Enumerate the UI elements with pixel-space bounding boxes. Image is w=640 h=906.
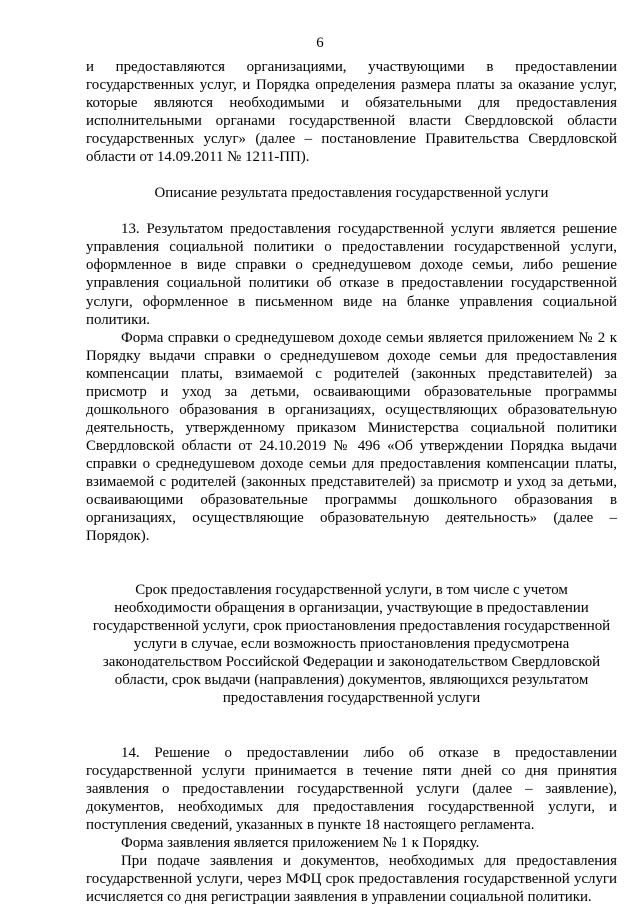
paragraph-application-form: Форма заявления является приложением № 1 к Порядку. (121, 834, 480, 851)
intro-paragraph: и предоставляются организациями, участвующими в предоставлении государственных услуг, и Порядка определения размера платы за оказание услуг, которые являются необходимыми и обязательными для предоставления исполнительными органами государственной власти Свердловской области государственных услуг» (далее – постановление Правительства Свердловской области от 14.09.2011 № 1211-ПП). (86, 59, 617, 166)
paragraph-13: 13. Результатом предоставления государственной услуги является решение управления социальной политики о предоставлении государственной услуги, оформленное в виде справки о среднедушевом доходе семьи, либо решение управления социальной политики об отказе в предоставлении государственной услуги, оформленное в письменном виде на бланке управления социальной политики. (86, 221, 617, 328)
page-number: 6 (316, 35, 324, 51)
document-body (86, 58, 617, 906)
section-heading-term: Срок предоставления государственной услуги, в том числе с учетом необходимости обращения в организации, участвующие в предоставлении государственной услуги, срок приостановления предоставления государственной услуги в случае, если возможность приостановления предусмотрена законодательством Российской Федерации и законодательством Свердловской области, срок выдачи (направления) документов, являющихся результатом предоставления государственной услуги (92, 582, 611, 707)
section-heading-result: Описание результата предоставления государственной услуги (154, 185, 549, 202)
paragraph-mfc: При подаче заявления и документов, необходимых для предоставления государственной услуги, через МФЦ срок предоставления государственной услуги исчисляется со дня регистрации заявления в управлении социальной политики. (86, 852, 617, 905)
paragraph-certificate-form: Форма справки о среднедушевом доходе семьи является приложением № 2 к Порядку выдачи справки о среднедушевом доходе семьи для предоставления компенсации платы, взимаемой с родителей (законных представителей) за присмотр и уход за детьми, осваивающими образовательные программы дошкольного образования в организациях, осуществляющих образовательную деятельность, утвержденному приказом Министерства социальной политики Свердловской области от 24.10.2019 № 496 «Об утверждении Порядка выдачи справки о среднедушевом доходе семьи для предоставления компенсации платы, взимаемой с родителей (законных представителей) за присмотр и уход за детьми, осваивающими образовательные программы дошкольного образования в организациях, осуществляющие образовательную деятельность» (далее – Порядок). (86, 329, 617, 545)
paragraph-14: 14. Решение о предоставлении либо об отказе в предоставлении государственной услуги принимается в течение пяти дней со дня принятия заявления о предоставлении государственной услуги (далее – заявление), документов, необходимых для предоставления государственной услуги, и поступления сведений, указанных в пункте 18 настоящего регламента. (86, 744, 617, 833)
